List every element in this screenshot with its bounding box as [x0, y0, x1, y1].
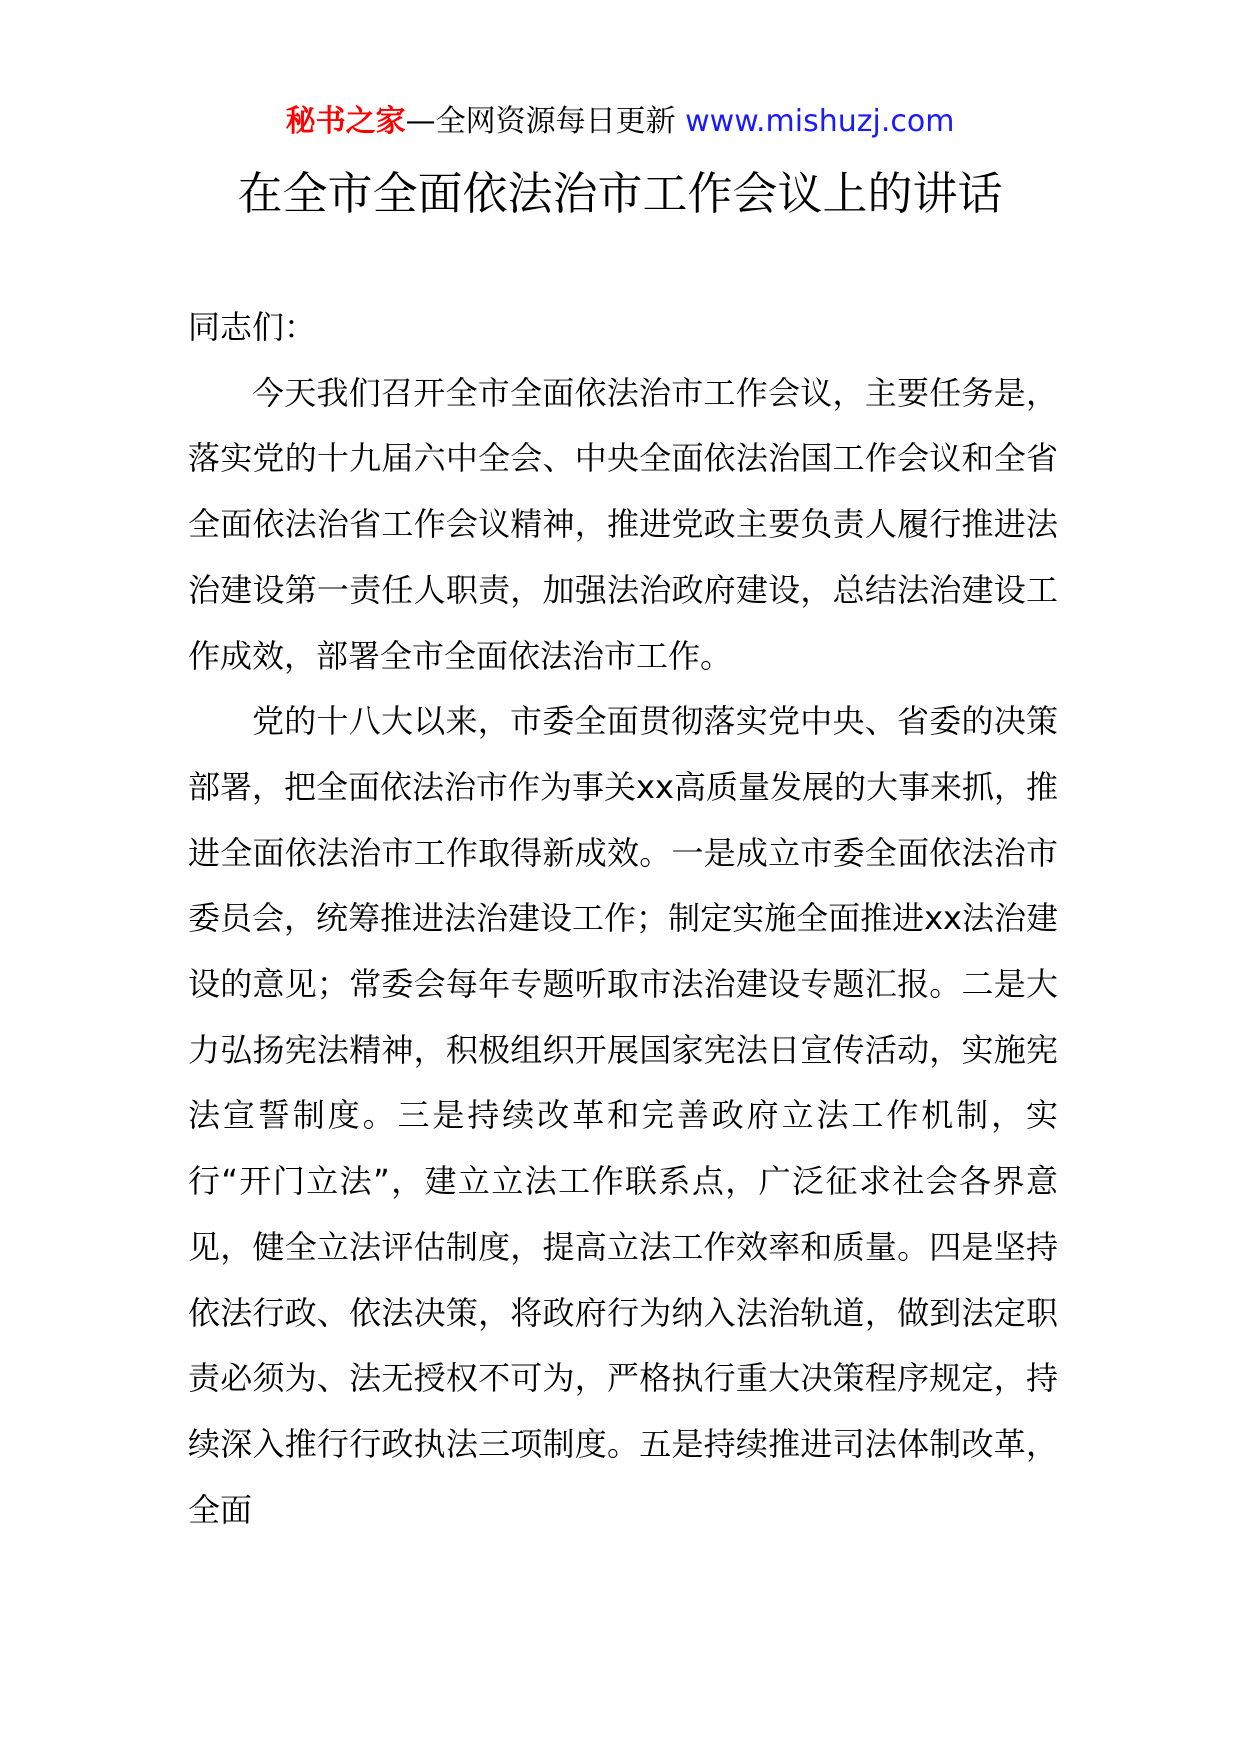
- site-header: [0, 100, 1240, 144]
- document-body: [188, 295, 1058, 1543]
- site-slogan: —全网资源每日更新: [405, 104, 686, 139]
- paragraph: 党的十八大以来，市委全面贯彻落实党中央、省委的决策部署，把全面依法治市作为事关xx高质量发展的大事来抓，推进全面依法治市工作取得新成效。一是成立市委全面依法治市委员会，统筹推进法治建设工作；制定实施全面推进xx法治建设的意见；常委会每年专题听取市法治建设专题汇报。二是大力弘扬宪法精神，积极组织开展国家宪法日宣传活动，实施宪法宣誓制度。三是持续改革和完善政府立法工作机制，实行“开门立法”，建立立法工作联系点，广泛征求社会各界意见，健全立法评估制度，提高立法工作效率和质量。四是坚持依法行政、依法决策，将政府行为纳入法治轨道，做到法定职责必须为、法无授权不可为，严格执行重大决策程序规定，持续深入推行行政执法三项制度。五是持续推进司法体制改革，全面: [188, 702, 1058, 1529]
- paragraph: 今天我们召开全市全面依法治市工作会议，主要任务是，落实党的十九届六中全会、中央全面依法治国工作会议和全省全面依法治省工作会议精神，推进党政主要负责人履行推进法治建设第一责任人职责，加强法治政府建设，总结法治建设工作成效，部署全市全面依法治市工作。: [188, 373, 1058, 675]
- document-title: 在全市全面依法治市工作会议上的讲话: [237, 167, 1003, 220]
- site-brand: 秘书之家: [285, 104, 406, 139]
- site-url[interactable]: www.mishuzj.com: [685, 104, 955, 139]
- salutation: 同志们：: [188, 308, 317, 346]
